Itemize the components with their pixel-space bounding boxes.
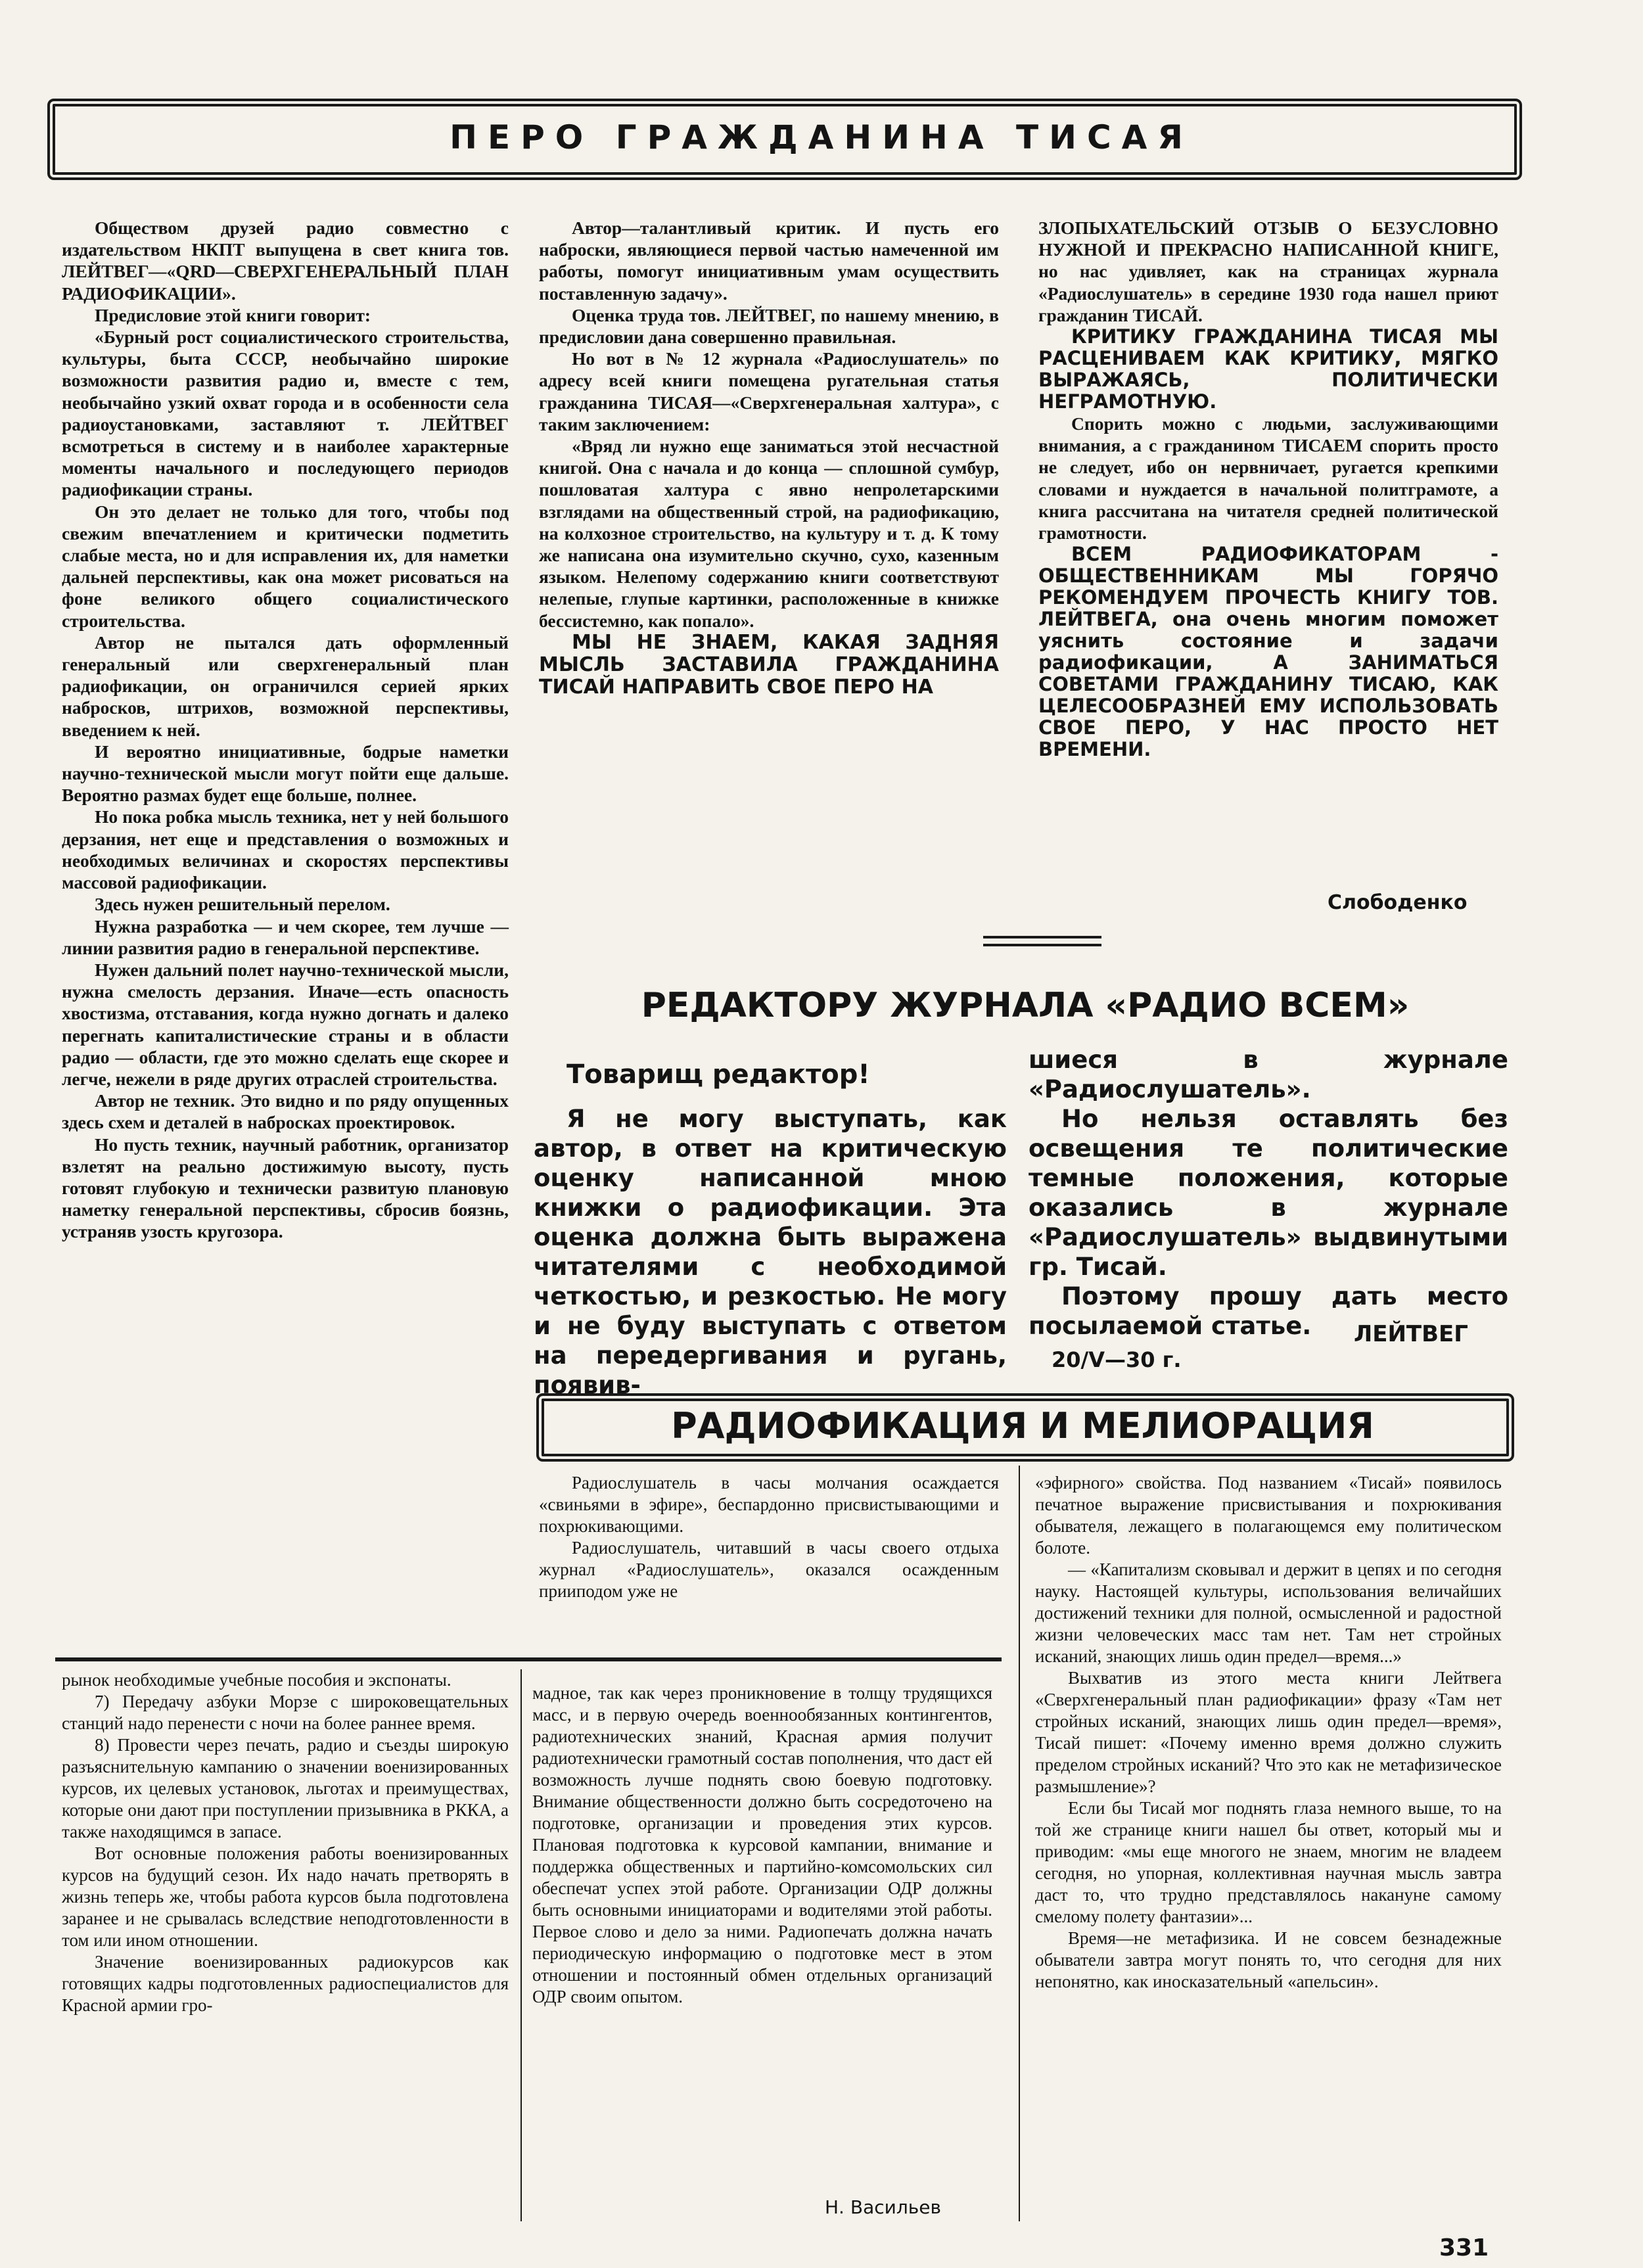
paragraph: 7) Передачу азбуки Морзе с широковещательных станций надо перенести с ночи на более раннее время. bbox=[62, 1692, 509, 1733]
article-title: ПЕРО ГРАЖДАНИНА ТИСАЯ bbox=[450, 118, 1193, 156]
paragraph: Нужен дальний полет научно-технической мысли, нужна смелость дерзания. Иначе—есть опасность хвостизма, отставания, когда нужно догнать и далеко перегнать капиталистические страны и в области радио — области, где это можно сделать еще скорее и легче, нежели в ряде других отраслей строительства. bbox=[62, 959, 509, 1089]
paragraph: Время—не метафизика. И не совсем безнадежные обыватели завтра могут понять то, что сегодня для них непонятно, как иносказательный «апельсин». bbox=[1035, 1928, 1502, 1991]
letter-signature: ЛЕЙТВЕГ bbox=[1354, 1321, 1468, 1347]
signature-slobodenko: Слободенко bbox=[1328, 891, 1468, 914]
letter-title: РЕДАКТОРУ ЖУРНАЛА «РАДИО ВСЕМ» bbox=[641, 986, 1410, 1025]
paragraph: Обществом друзей радио совместно с издательством НКПТ выпущена в свет книга тов. ЛЕЙТВЕГ—«QRD—СВЕРХГЕНЕРАЛЬНЫЙ ПЛАН РАДИОФИКАЦИИ». bbox=[62, 218, 509, 304]
paragraph: «Бурный рост социалистического строительства, культуры, быта СССР, необычайно широкие возможности развития радио и, вместе с тем, необычайно узкий охват города и в особенности села радиоустановками, заставляют т. ЛЕЙТВЕГ всмотреться в систему и в наиболее характерные моменты начального и последующего периодов радиофикации страны. bbox=[62, 327, 509, 500]
paragraph: Оценка труда тов. ЛЕЙТВЕГ, по нашему мнению, в предисловии дана совершенно правильная. bbox=[539, 304, 999, 348]
paragraph: Вот основные положения работы военизированных курсов на будущий сезон. Их надо начать претворять в жизнь теперь же, чтобы работа курсов была подготовлена заранее и не срывалась вследствие неподготовленности в том или ином отношении. bbox=[62, 1843, 509, 1950]
paragraph: Если бы Тисай мог поднять глаза немного выше, то на той же странице книги нашел бы ответ, который мы и приводим: «мы еще многого не знаем, многим не владеем сегодня, но упорная, коллективная научная мысль завтра даст то, что трудно представлялось накануне самому смелому полету фантазии»... bbox=[1035, 1798, 1502, 1926]
paragraph: Спорить можно с людьми, заслуживающими внимания, а с гражданином ТИСАЕМ спорить просто не следует, ибо он нервничает, ругается крепкими словами и нуждается в начальной политграмоте, а книга рассчитана на читателя средней политической грамотности. bbox=[1038, 413, 1498, 544]
paragraph: Он это делает не только для того, чтобы под свежим впечатлением и критически подметить слабые места, но и для исправления их, для наметки дальней перспективы, как она может рисоваться на фоне великого общего социалистического строительства. bbox=[62, 501, 509, 631]
letter-left bbox=[534, 1104, 1007, 1400]
section-divider bbox=[55, 1657, 1002, 1661]
paragraph: КРИТИКУ ГРАЖДАНИНА ТИСАЯ МЫ РАСЦЕНИВАЕМ КАК КРИТИКУ, МЯГКО ВЫРАЖАЯСЬ, ПОЛИТИЧЕСКИ НЕГРАМОТНУЮ. bbox=[1038, 325, 1498, 413]
article2-column-1 bbox=[539, 1472, 999, 1602]
paragraph: И вероятно инициативные, бодрые наметки научно-технической мысли могут пойти еще дальше. Вероятно размах будет еще больше, полнее. bbox=[62, 741, 509, 806]
section-title: РАДИОФИКАЦИЯ И МЕЛИОРАЦИЯ bbox=[671, 1405, 1374, 1446]
paragraph: рынок необходимые учебные пособия и экспонаты. bbox=[62, 1670, 451, 1690]
paragraph: Нужна разработка — и чем скорее, тем лучше — линии развития радио в генеральной перспективе. bbox=[62, 915, 509, 958]
column-rule bbox=[521, 1669, 522, 2221]
divider bbox=[983, 944, 1101, 946]
paragraph: Но пусть техник, научный работник, организатор взлетят на реально достижимую высоту, пусть готовят глубокую и технически развитую плановую наметку генеральной перспективы, сбросив боязнь, устраняв узость кругозора. bbox=[62, 1134, 509, 1242]
article1-column-1 bbox=[62, 217, 509, 1243]
paragraph: — «Капитализм сковывал и держит в цепях и по сегодня науку. Настоящей культуры, использования величайших достижений техники для полной, осмысленной и радостной жизни человеческих масс там нет. Там нет стройных исканий, знающих лишь один предел—время...» bbox=[1035, 1560, 1502, 1666]
paragraph: ВСЕМ РАДИОФИКАТОРАМ - ОБЩЕСТВЕННИКАМ МЫ ГОРЯЧО РЕКОМЕНДУЕМ ПРОЧЕСТЬ КНИГУ ТОВ. ЛЕЙТВЕГА, она очень многим поможет уяснить состояние и задачи радиофикации, А ЗАНИМАТЬСЯ СОВЕТАМИ ГРАЖДАНИНУ ТИСАЮ, КАК ЦЕЛЕСООБРАЗНЕЙ ЕМУ ИСПОЛЬЗОВАТЬ СВОЕ ПЕРО, У НАС ПРОСТО НЕТ ВРЕМЕНИ. bbox=[1038, 543, 1498, 761]
paragraph: «эфирного» свойства. Под названием «Тисай» появилось печатное выражение присвистывания и похрюкивания обывателя, лежащего в полагающемся ему политическом болоте. bbox=[1035, 1473, 1502, 1558]
paragraph: Значение военизированных радиокурсов как готовящих кадры подготовленных радиоспециалистов для Красной армии гро- bbox=[62, 1952, 509, 2015]
article3-column-2 bbox=[532, 1682, 992, 2008]
paragraph: Автор не пытался дать оформленный генеральный или сверхгенеральный план радиофикации, он ограничился серией ярких набросков, штрихов, возможной перспективы, введением к ней. bbox=[62, 632, 509, 740]
paragraph: ЗЛОПЫХАТЕЛЬСКИЙ ОТЗЫВ О БЕЗУСЛОВНО НУЖНОЙ И ПРЕКРАСНО НАПИСАННОЙ КНИГЕ, но нас удивляет, как на страницах журнала «Радиослушатель» в середине 1930 года нашел приют гражданин ТИСАЙ. bbox=[1038, 218, 1498, 325]
paragraph: Но нельзя оставлять без освещения те политические темные положения, которые оказались в журнале «Радиослушатель» выдвинутыми гр. Тисай. bbox=[1029, 1105, 1508, 1281]
paragraph: Поэтому прошу дать место посылаемой статье. bbox=[1029, 1282, 1508, 1340]
paragraph: шиеся в журнале «Радиослушатель». bbox=[1029, 1046, 1508, 1103]
page-number: 331 bbox=[1439, 2234, 1489, 2261]
paragraph: «Вряд ли нужно еще заниматься этой несчастной книгой. Она с начала и до конца — сплошной сумбур, пошловатая халтура с явно непролетарскими взглядами на общественный строй, на радиофикацию, на колхозное строительство, на культуру и т. д. К тому же написана она изумительно скучно, сухо, казенным языком. Нелепому содержанию книги соответствуют нелепые, глупые картинки, расположенные в книжке бессистемно, как попало». bbox=[539, 436, 999, 631]
signature-vasiliev: Н. Васильев bbox=[825, 2196, 941, 2218]
paragraph: мадное, так как через проникновение в толщу трудящихся масс, и в первую очередь военнообязанных контингентов, радиотехнических знаний, Красная армия получит радиотехнически грамотный состав пополнения, что даст ей возможность лучше поднять свою боевую подготовку. Внимание общественности должно быть сосредоточено на подготовке, организации и проведения этих курсов. Плановая подготовка к курсовой кампании, внимание и поддержка общественных и партийно-комсомольских сил обеспечат успех этой работе. Организации ОДР должны быть основными инициаторами и водителями этой работы. Первое слово и дело за ними. Радиопечать должна начать периодическую информацию о подготовке мест в этом отношении и постоянный обмен отдельных организаций ОДР своим опытом. bbox=[532, 1683, 992, 2006]
divider bbox=[983, 936, 1101, 938]
paragraph: Радиослушатель, читавший в часы своего отдыха журнал «Радиослушатель», оказался осажденным прииподом уже не bbox=[539, 1538, 999, 1601]
paragraph: Предисловие этой книги говорит: bbox=[95, 304, 371, 325]
article3-column-1 bbox=[62, 1669, 509, 2016]
letter-right bbox=[1029, 1045, 1508, 1341]
paragraph: Но вот в № 12 журнала «Радиослушатель» по адресу всей книги помещена ругательная статья гражданина ТИСАЯ—«Сверхгенеральная халтура», с таким заключением: bbox=[539, 348, 999, 434]
paragraph: Но пока робка мысль техника, нет у ней большого дерзания, нет еще и представления о возможных и необходимых величинах и скоростях перспективы массовой радиофикации. bbox=[62, 806, 509, 893]
paragraph: 8) Провести через печать, радио и съезды широкую разъяснительную кампанию о значении военизированных курсов, их целевых установок, льготах и преимуществах, которые они дают при поступлении призывника в РККА, а также находящимся в запасе. bbox=[62, 1735, 509, 1841]
article2-column-2 bbox=[1035, 1472, 1502, 1993]
paragraph: Я не могу выступать, как автор, в ответ на критическую оценку написанной мною книжки о радиофикации. Эта оценка должна быть выражена читателями с необходимой четкостью, и резкостью. Не могу и не буду выступать с ответом на передергивания и ругань, появив- bbox=[534, 1105, 1007, 1399]
article1-column-2 bbox=[539, 217, 999, 699]
paragraph: Автор не техник. Это видно и по ряду опущенных здесь схем и деталей в набросках проектировок. bbox=[62, 1090, 509, 1133]
column-rule bbox=[1019, 1466, 1020, 2221]
paragraph: Автор—талантливый критик. И пусть его наброски, являющиеся первой частью намеченной им работы, помогут инициативным умам осуществить поставленную задачу». bbox=[539, 218, 999, 304]
paragraph: Выхватив из этого места книги Лейтвега «Сверхгенеральный план радиофикации» фразу «Там нет стройных исканий, знающих лишь один предел—время», Тисай пишет: «Почему именно время должно служить пределом стройных исканий? Что это как не метафизическое размышление»? bbox=[1035, 1668, 1502, 1796]
paragraph: МЫ НЕ ЗНАЕМ, КАКАЯ ЗАДНЯЯ МЫСЛЬ ЗАСТАВИЛА ГРАЖДАНИНА ТИСАЙ НАПРАВИТЬ СВОЕ ПЕРО НА bbox=[539, 630, 999, 699]
paragraph: Здесь нужен решительный перелом. bbox=[95, 894, 390, 915]
paragraph: Радиослушатель в часы молчания осаждается «свиньями в эфире», беспардонно присвистывающими и похрюкивающими. bbox=[539, 1473, 999, 1536]
letter-salutation: Товарищ редактор! bbox=[567, 1059, 870, 1090]
article1-column-3 bbox=[1038, 217, 1498, 760]
letter-date: 20/V—30 г. bbox=[1052, 1347, 1182, 1372]
